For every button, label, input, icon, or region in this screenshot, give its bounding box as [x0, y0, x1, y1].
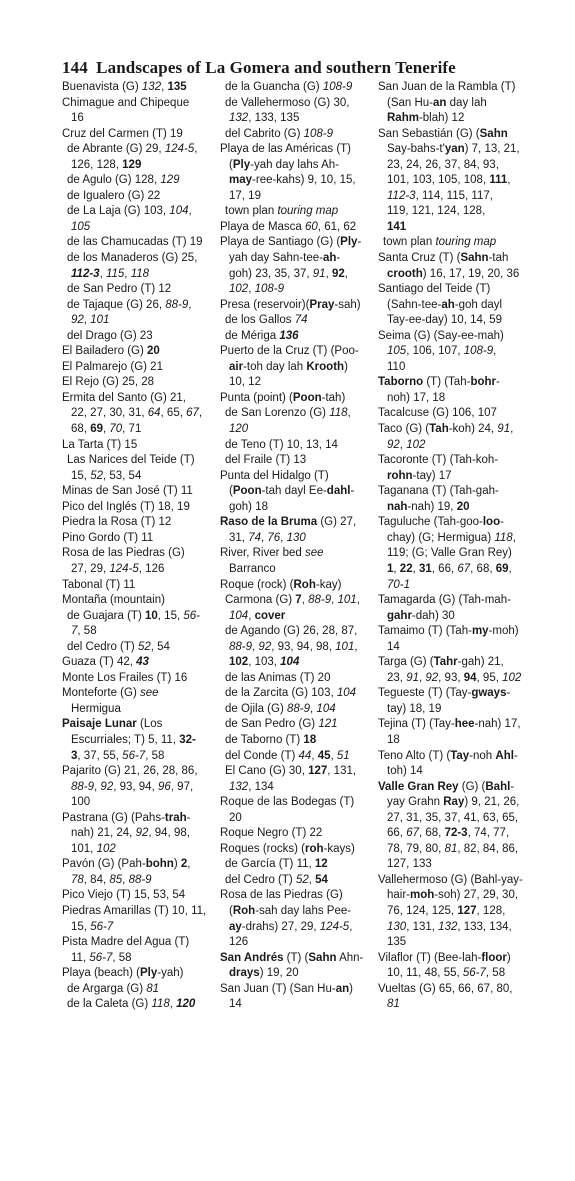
index-line: Targa (G) (Tahr-gah) 21,	[378, 656, 504, 669]
index-line: nah-nah) 19, 20	[387, 500, 470, 513]
index-line: 27, 29, 124-5, 126	[71, 562, 165, 575]
index-subentry	[220, 857, 370, 873]
index-subentry	[220, 624, 370, 671]
index-entry	[62, 764, 214, 811]
index-entry	[378, 749, 538, 780]
index-entry	[378, 282, 538, 329]
index-line: 18	[387, 733, 400, 746]
index-line: Valle Gran Rey (G) (Bahl-	[378, 780, 515, 793]
index-line: Seima (G) (Say-ee-mah)	[378, 329, 504, 342]
index-line: Ermita del Santo (G) 21,	[62, 391, 186, 404]
index-subentry	[220, 406, 370, 437]
index-line: Presa (reservoir)(Pray-sah)	[220, 298, 361, 311]
index-entry	[378, 515, 538, 593]
index-column-3	[378, 80, 538, 1013]
index-line: (Sahn-tee-ah-goh dayl	[387, 298, 503, 311]
index-line: Roque (rock) (Roh-kay)	[220, 578, 342, 591]
index-line: Carmona (G) 7, 88-9, 101,	[225, 594, 360, 607]
index-subentry	[220, 702, 370, 718]
index-line: 100	[71, 796, 91, 809]
index-line: Roque Negro (T) 22	[220, 827, 323, 840]
index-line: toh) 14	[387, 765, 423, 778]
index-line: Las Narices del Teide (T)	[67, 454, 195, 467]
index-entry	[220, 469, 370, 516]
index-line: Chimague and Chipeque	[62, 96, 190, 109]
index-line: Punta (point) (Poon-tah)	[220, 391, 346, 404]
index-line: 23, 91, 92, 93, 94, 95, 102	[387, 671, 522, 684]
index-line: 102, 103, 104	[229, 656, 300, 669]
index-line: gahr-dah) 30	[387, 609, 455, 622]
index-subentry	[62, 298, 214, 329]
index-line: 7, 58	[71, 625, 97, 638]
index-line: 102, 108-9	[229, 283, 284, 296]
index-entry	[378, 406, 538, 422]
index-line: de García (T) 11, 12	[225, 858, 328, 871]
index-line: de la Caleta (G) 118, 120	[67, 998, 196, 1011]
index-line: Taco (G) (Tah-koh) 24, 91,	[378, 423, 514, 436]
index-line: River, River bed see	[220, 547, 324, 560]
index-line: crooth) 16, 17, 19, 20, 36	[387, 267, 520, 280]
index-entry	[220, 795, 370, 826]
index-entry	[220, 344, 370, 391]
index-line: 126	[229, 936, 249, 949]
index-line: 110	[387, 360, 406, 373]
index-line: Punta del Hidalgo (T)	[220, 469, 329, 482]
index-entry	[378, 686, 538, 717]
index-line: drays) 19, 20	[229, 967, 299, 980]
index-subentry	[220, 453, 370, 469]
index-line: may-ree-kahs) 9, 10, 15,	[229, 174, 356, 187]
index-line: tay) 18, 19	[387, 702, 442, 715]
index-line: de Agando (G) 26, 28, 87,	[225, 625, 358, 638]
index-line: Piedra la Rosa (T) 12	[62, 516, 172, 529]
index-entry	[62, 438, 214, 454]
index-line: 11, 56-7, 58	[71, 951, 132, 964]
index-line: Say-bahs-t'yan) 7, 13, 21,	[387, 143, 520, 156]
index-entry	[62, 811, 214, 858]
index-line: hair-moh-soh) 27, 29, 30,	[387, 889, 519, 902]
index-line: ay-drahs) 27, 29, 124-5,	[229, 920, 353, 933]
page-number: 144	[62, 58, 88, 77]
index-line: Tejina (T) (Tay-hee-nah) 17,	[378, 718, 521, 731]
index-entry	[378, 873, 538, 951]
index-line: Cruz del Carmen (T) 19	[62, 127, 183, 140]
page-header	[62, 58, 456, 78]
index-line: Pico del Inglés (T) 18, 19	[62, 500, 190, 513]
index-entry	[220, 142, 370, 204]
index-entry	[378, 329, 538, 376]
index-subentry	[220, 764, 370, 795]
index-line: (Ply-yah day lahs Ah-	[229, 158, 339, 171]
index-line: Tacalcuse (G) 106, 107	[378, 407, 497, 420]
index-entry	[62, 344, 214, 360]
index-entry	[62, 686, 214, 717]
index-line: Taguluche (Tah-goo-loo-	[378, 516, 504, 529]
index-subentry	[220, 717, 370, 733]
index-line: Rahm-blah) 12	[387, 112, 465, 125]
index-line: goh) 23, 35, 37, 91, 92,	[229, 267, 348, 280]
index-line: Buenavista (G) 132, 135	[62, 81, 187, 93]
index-entry	[220, 826, 370, 842]
index-line: 132, 133, 135	[229, 112, 300, 125]
index-entry	[62, 80, 214, 96]
index-entry	[378, 484, 538, 515]
index-entry	[62, 655, 214, 671]
index-line: de los Gallos 74	[225, 314, 308, 327]
index-subentry	[62, 997, 214, 1013]
index-line: Roques (rocks) (roh-kays)	[220, 842, 355, 855]
index-entry	[378, 251, 538, 282]
index-subentry	[62, 982, 214, 998]
index-line: 126, 128, 129	[71, 158, 142, 171]
index-subentry	[220, 686, 370, 702]
index-entry	[220, 578, 370, 594]
index-line: chay) (G; Hermigua) 118,	[387, 531, 516, 544]
index-line: 127, 133	[387, 858, 432, 871]
index-entry	[62, 904, 214, 935]
index-line: 16	[71, 112, 84, 125]
index-subentry	[220, 127, 370, 143]
index-line: 78, 79, 80, 81, 82, 84, 86,	[387, 842, 519, 855]
index-line: 101, 102	[71, 842, 116, 855]
index-entry	[62, 500, 214, 516]
index-entry	[378, 375, 538, 406]
index-line: de la Zarcita (G) 103, 104	[225, 687, 357, 700]
index-line: Monte Los Frailes (T) 16	[62, 671, 188, 684]
index-entry	[62, 578, 214, 594]
index-line: de Taborno (T) 18	[225, 733, 317, 746]
index-line: de las Animas (T) 20	[225, 671, 331, 684]
index-line: Guaza (T) 42, 43	[62, 656, 149, 669]
index-line: 81	[387, 998, 400, 1011]
index-entry	[220, 391, 370, 407]
index-line: de Abrante (G) 29, 124-5,	[67, 143, 198, 156]
index-subentry	[220, 329, 370, 345]
index-entry	[62, 391, 214, 438]
index-entry	[378, 80, 538, 127]
index-line: del Fraile (T) 13	[225, 454, 307, 467]
index-line: Barranco	[229, 562, 276, 575]
index-line: 104, cover	[229, 609, 286, 622]
index-line: Tabonal (T) 11	[62, 578, 136, 591]
index-line: 78, 84, 85, 88-9	[71, 873, 152, 886]
index-line: 105	[71, 220, 91, 233]
index-line: San Sebastián (G) (Sahn	[378, 127, 508, 140]
index-line: 20	[229, 811, 242, 824]
index-entry	[220, 235, 370, 297]
index-subentry	[62, 329, 214, 345]
index-line: de San Pedro (G) 121	[225, 718, 338, 731]
index-entry	[378, 127, 538, 236]
index-line: 132, 134	[229, 780, 274, 793]
index-line: 22, 27, 30, 31, 64, 65, 67,	[71, 407, 203, 420]
index-line: town plan touring map	[383, 236, 497, 249]
index-entry	[378, 780, 538, 873]
index-line: 120	[229, 423, 249, 436]
index-line: 10, 11, 48, 55, 56-7, 58	[387, 967, 506, 980]
index-subentry	[220, 313, 370, 329]
index-entry	[62, 515, 214, 531]
index-line: Pista Madre del Agua (T)	[62, 936, 190, 949]
index-line: Tegueste (T) (Tay-gways-	[378, 687, 511, 700]
index-entry	[62, 593, 214, 609]
index-line: 112-3, 115, 118	[71, 267, 150, 280]
index-subentry	[220, 80, 370, 96]
index-line: Pico Viejo (T) 15, 53, 54	[62, 889, 186, 902]
index-entry	[62, 484, 214, 500]
index-entry	[62, 966, 214, 982]
index-line: 141	[387, 220, 407, 233]
index-line: (San Hu-an day lah	[387, 96, 487, 109]
index-subentry	[220, 96, 370, 127]
index-line: (Poon-tah dayl Ee-dahl-	[229, 485, 355, 498]
index-subentry	[220, 593, 370, 624]
index-line: Pavón (G) (Pah-bohn) 2,	[62, 858, 191, 871]
index-subentry	[378, 235, 538, 251]
index-line: 70-1	[387, 578, 411, 591]
index-entry	[220, 982, 370, 1013]
index-line: 105, 106, 107, 108-9,	[387, 345, 497, 358]
index-line: 15, 52, 53, 54	[71, 469, 142, 482]
index-entry	[62, 360, 214, 376]
index-subentry	[62, 204, 214, 235]
index-entry	[62, 671, 214, 687]
index-entry	[62, 546, 214, 577]
index-subentry	[220, 749, 370, 765]
index-entry	[220, 951, 370, 982]
index-line: del Cabrito (G) 108-9	[225, 127, 334, 140]
index-line: Montaña (mountain)	[62, 594, 165, 607]
index-line: 92, 102	[387, 438, 426, 451]
index-line: (Roh-sah day lahs Pee-	[229, 904, 352, 917]
index-line: de Argarga (G) 81	[67, 982, 160, 995]
index-line: 101, 103, 105, 108, 111,	[387, 174, 511, 187]
index-line: El Cano (G) 30, 127, 131,	[225, 765, 357, 778]
index-column-1	[62, 80, 214, 1013]
index-entry	[62, 935, 214, 966]
index-line: 119, 121, 124, 128,	[387, 205, 486, 218]
index-line: Playa de las Américas (T)	[220, 143, 352, 156]
index-line: Vueltas (G) 65, 66, 67, 80,	[378, 982, 513, 995]
index-entry	[62, 375, 214, 391]
index-entry	[62, 127, 214, 143]
index-line: El Palmarejo (G) 21	[62, 360, 163, 373]
index-line: de Tajaque (G) 26, 88-9,	[67, 298, 192, 311]
index-line: Playa de Santiago (G) (Ply-	[220, 236, 362, 249]
index-line: de Vallehermoso (G) 30,	[225, 96, 350, 109]
index-line: Teno Alto (T) (Tay-noh Ahl-	[378, 749, 518, 762]
index-line: Minas de San José (T) 11	[62, 485, 193, 498]
index-entry	[62, 96, 214, 127]
index-subentry	[220, 438, 370, 454]
index-subentry	[62, 235, 214, 251]
index-entry	[378, 951, 538, 982]
index-line: 119; (G; Valle Gran Rey)	[387, 547, 512, 560]
index-line: nah) 21, 24, 92, 94, 98,	[71, 827, 190, 840]
index-line: 130, 131, 132, 133, 134,	[387, 920, 512, 933]
index-column-2	[220, 80, 370, 1013]
index-subentry	[62, 189, 214, 205]
index-entry	[220, 888, 370, 950]
index-line: del Cedro (T) 52, 54	[225, 873, 328, 886]
index-line: 3, 37, 55, 56-7, 58	[71, 749, 165, 762]
index-subentry	[220, 204, 370, 220]
index-line: Pajarito (G) 21, 26, 28, 86,	[62, 765, 198, 778]
index-subentry	[62, 609, 214, 640]
index-line: 14	[229, 998, 242, 1011]
index-entry	[378, 453, 538, 484]
index-subentry	[62, 453, 214, 484]
index-line: 135	[387, 936, 407, 949]
index-subentry	[220, 733, 370, 749]
index-line: de los Manaderos (G) 25,	[67, 252, 198, 265]
index-line: del Cedro (T) 52, 54	[67, 640, 170, 653]
index-subentry	[62, 282, 214, 298]
index-line: de Ojila (G) 88-9, 104	[225, 702, 336, 715]
index-entry	[378, 593, 538, 624]
index-line: San Andrés (T) (Sahn Ahn-	[220, 951, 364, 964]
index-line: Roque de las Bodegas (T)	[220, 796, 355, 809]
index-line: Tamaimo (T) (Tah-my-moh)	[378, 625, 519, 638]
index-line: 88-9, 92, 93, 94, 98, 101,	[229, 640, 358, 653]
index-line: del Drago (G) 23	[67, 329, 153, 342]
index-line: Santiago del Teide (T)	[378, 283, 491, 296]
index-line: 14	[387, 640, 400, 653]
index-entry	[378, 717, 538, 748]
index-line: 112-3, 114, 115, 117,	[387, 189, 493, 202]
index-line: de Teno (T) 10, 13, 14	[225, 438, 338, 451]
index-line: Tacoronte (T) (Tah-koh-	[378, 454, 499, 467]
index-entry	[220, 515, 370, 546]
index-line: de Guajara (T) 10, 15, 56-	[67, 609, 200, 622]
index-line: Taganana (T) (Tah-gah-	[378, 485, 499, 498]
index-line: 10, 12	[229, 376, 261, 389]
index-line: Pino Gordo (T) 11	[62, 531, 154, 544]
index-line: Playa de Masca 60, 61, 62	[220, 220, 357, 233]
index-line: goh) 18	[229, 500, 269, 513]
index-line: Piedras Amarillas (T) 10, 11,	[62, 904, 207, 917]
index-line: de San Pedro (T) 12	[67, 283, 172, 296]
index-entry	[62, 888, 214, 904]
index-line: Monteforte (G) see	[62, 687, 159, 700]
index-entry	[62, 531, 214, 547]
index-line: 17, 19	[229, 189, 261, 202]
index-line: del Conde (T) 44, 45, 51	[225, 749, 350, 762]
index-line: Taborno (T) (Tah-bohr-	[378, 376, 500, 389]
index-line: yah day Sahn-tee-ah-	[229, 252, 341, 265]
index-line: yay Grahn Ray) 9, 21, 26,	[387, 796, 520, 809]
index-line: de La Laja (G) 103, 104,	[67, 205, 192, 218]
index-line: de las Chamucadas (T) 19	[67, 236, 203, 249]
index-subentry	[62, 251, 214, 282]
index-line: 66, 67, 68, 72-3, 74, 77,	[387, 827, 510, 840]
index-entry	[62, 717, 214, 764]
index-line: Tay-ee-day) 10, 14, 59	[387, 314, 503, 327]
index-line: Raso de la Bruma (G) 27,	[220, 516, 357, 529]
index-line: Rosa de las Piedras (G)	[62, 547, 185, 560]
index-line: de Agulo (G) 128, 129	[67, 174, 180, 187]
index-line: town plan touring map	[225, 205, 339, 218]
index-line: San Juan de la Rambla (T)	[378, 81, 516, 93]
index-entry	[378, 422, 538, 453]
index-subentry	[62, 173, 214, 189]
index-line: Tamagarda (G) (Tah-mah-	[378, 594, 511, 607]
index-line: 27, 31, 35, 37, 41, 63, 65,	[387, 811, 519, 824]
index-line: de la Guancha (G) 108-9	[225, 81, 353, 93]
index-line: El Rejo (G) 25, 28	[62, 376, 155, 389]
index-entry	[220, 842, 370, 858]
index-entry	[378, 624, 538, 655]
index-line: 76, 124, 125, 127, 128,	[387, 904, 506, 917]
index-line: 15, 56-7	[71, 920, 114, 933]
index-line: 1, 22, 31, 66, 67, 68, 69,	[387, 562, 512, 575]
index-line: noh) 17, 18	[387, 391, 446, 404]
index-line: 92, 101	[71, 314, 110, 327]
index-line: de Mériga 136	[225, 329, 299, 342]
index-line: Puerto de la Cruz (T) (Poo-	[220, 345, 359, 358]
index-line: Vilaflor (T) (Bee-lah-floor)	[378, 951, 511, 964]
index-line: San Juan (T) (San Hu-an)	[220, 982, 353, 995]
index-line: 31, 74, 76, 130	[229, 531, 306, 544]
index-line: 88-9, 92, 93, 94, 96, 97,	[71, 780, 194, 793]
index-line: rohn-tay) 17	[387, 469, 452, 482]
index-line: El Bailadero (G) 20	[62, 345, 160, 358]
index-subentry	[62, 640, 214, 656]
page-title: Landscapes of La Gomera and southern Tenerife	[96, 58, 456, 77]
index-subentry	[62, 142, 214, 173]
index-entry	[220, 220, 370, 236]
index-subentry	[220, 873, 370, 889]
index-line: Rosa de las Piedras (G)	[220, 889, 343, 902]
index-entry	[378, 982, 538, 1013]
index-line: 23, 24, 26, 37, 84, 93,	[387, 158, 499, 171]
index-line: Vallehermoso (G) (Bahl-yay-	[378, 873, 523, 886]
index-entry	[220, 298, 370, 314]
index-line: La Tarta (T) 15	[62, 438, 138, 451]
index-line: Hermigua	[71, 702, 121, 715]
index-entry	[220, 546, 370, 577]
index-entry	[62, 857, 214, 888]
index-line: Pastrana (G) (Pahs-trah-	[62, 811, 191, 824]
index-line: Escurriales; T) 5, 11, 32-	[71, 733, 196, 746]
index-line: Paisaje Lunar (Los	[62, 718, 163, 731]
index-line: de Igualero (G) 22	[67, 189, 161, 202]
index-line: Santa Cruz (T) (Sahn-tah	[378, 252, 509, 265]
index-entry	[378, 655, 538, 686]
index-line: Playa (beach) (Ply-yah)	[62, 967, 184, 980]
index-line: de San Lorenzo (G) 118,	[225, 407, 351, 420]
index-subentry	[220, 671, 370, 687]
index-line: 68, 69, 70, 71	[71, 423, 142, 436]
index-line: air-toh day lah Krooth)	[229, 360, 348, 373]
